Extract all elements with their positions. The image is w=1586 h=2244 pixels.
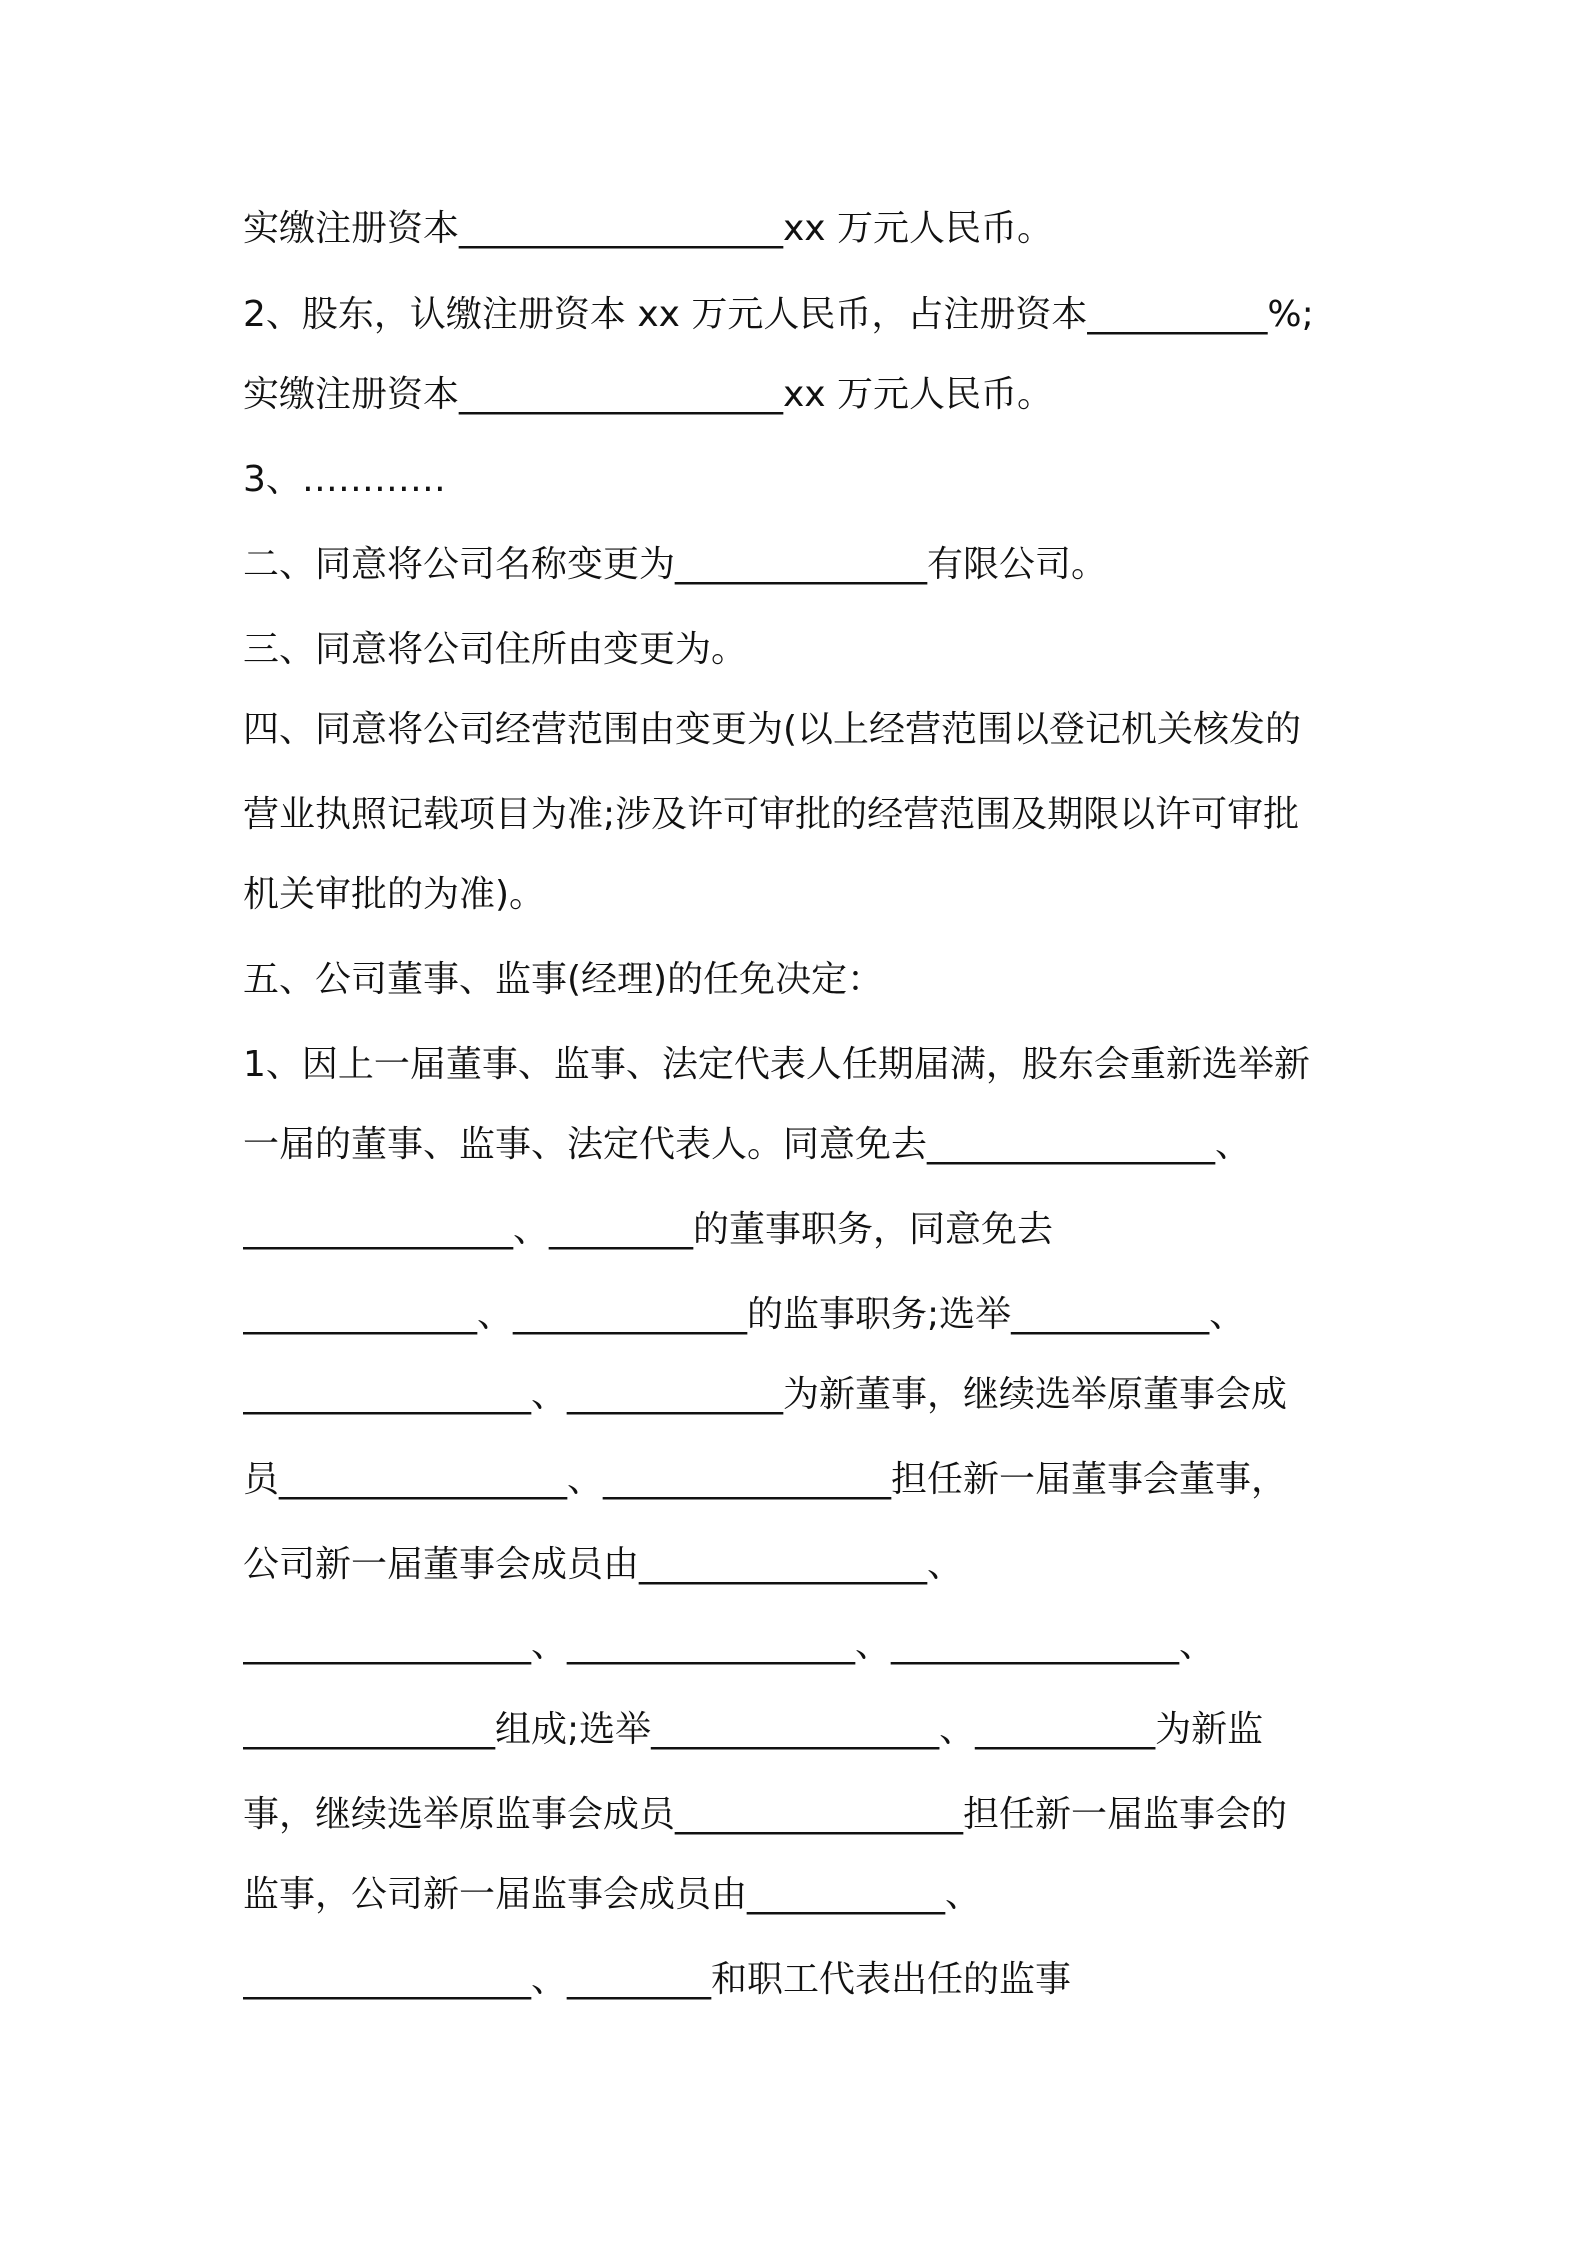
text-line: 公司新一届董事会成员由________________、 — [243, 1544, 964, 1585]
text-line: 机关审批的为准)。 — [243, 874, 546, 915]
text-line: 员________________、________________担任新一届董事会董事， — [243, 1459, 1288, 1500]
text-line: 实缴注册资本__________________xx 万元人民币。 — [243, 208, 1054, 249]
text-line: 实缴注册资本__________________xx 万元人民币。 — [243, 374, 1054, 415]
text-line: 事，继续选举原监事会成员________________担任新一届监事会的 — [243, 1794, 1288, 1835]
text-line: 二、同意将公司名称变更为______________有限公司。 — [243, 544, 1108, 585]
section-heading: 五、公司董事、监事(经理)的任免决定： — [243, 959, 884, 1000]
text-line: 营业执照记载项目为准;涉及许可审批的经营范围及期限以许可审批 — [243, 794, 1300, 835]
text-line: ________________、________和职工代表出任的监事 — [243, 1959, 1072, 2000]
text-line: 1、因上一届董事、监事、法定代表人任期届满，股东会重新选举新 — [243, 1044, 1310, 1085]
text-line: 四、同意将公司经营范围由变更为(以上经营范围以登记机关核发的 — [243, 709, 1302, 750]
text-line: _______________、________的董事职务，同意免去 — [243, 1209, 1054, 1250]
text-line: ______________组成;选举________________、__________为新监 — [243, 1709, 1264, 1750]
text-line: ________________、____________为新董事，继续选举原董事会成 — [243, 1374, 1288, 1415]
text-line: 3、………… — [243, 459, 446, 500]
text-line: ________________、________________、________________、 — [243, 1624, 1215, 1665]
text-line: 2、股东，认缴注册资本 xx 万元人民币，占注册资本__________%; — [243, 294, 1314, 335]
text-line: 一届的董事、监事、法定代表人。同意免去________________、 — [243, 1124, 1252, 1165]
text-line: 监事，公司新一届监事会成员由___________、 — [243, 1874, 982, 1915]
text-line: _____________、_____________的监事职务;选举___________、 — [243, 1294, 1246, 1335]
text-line: 三、同意将公司住所由变更为。 — [243, 629, 748, 670]
